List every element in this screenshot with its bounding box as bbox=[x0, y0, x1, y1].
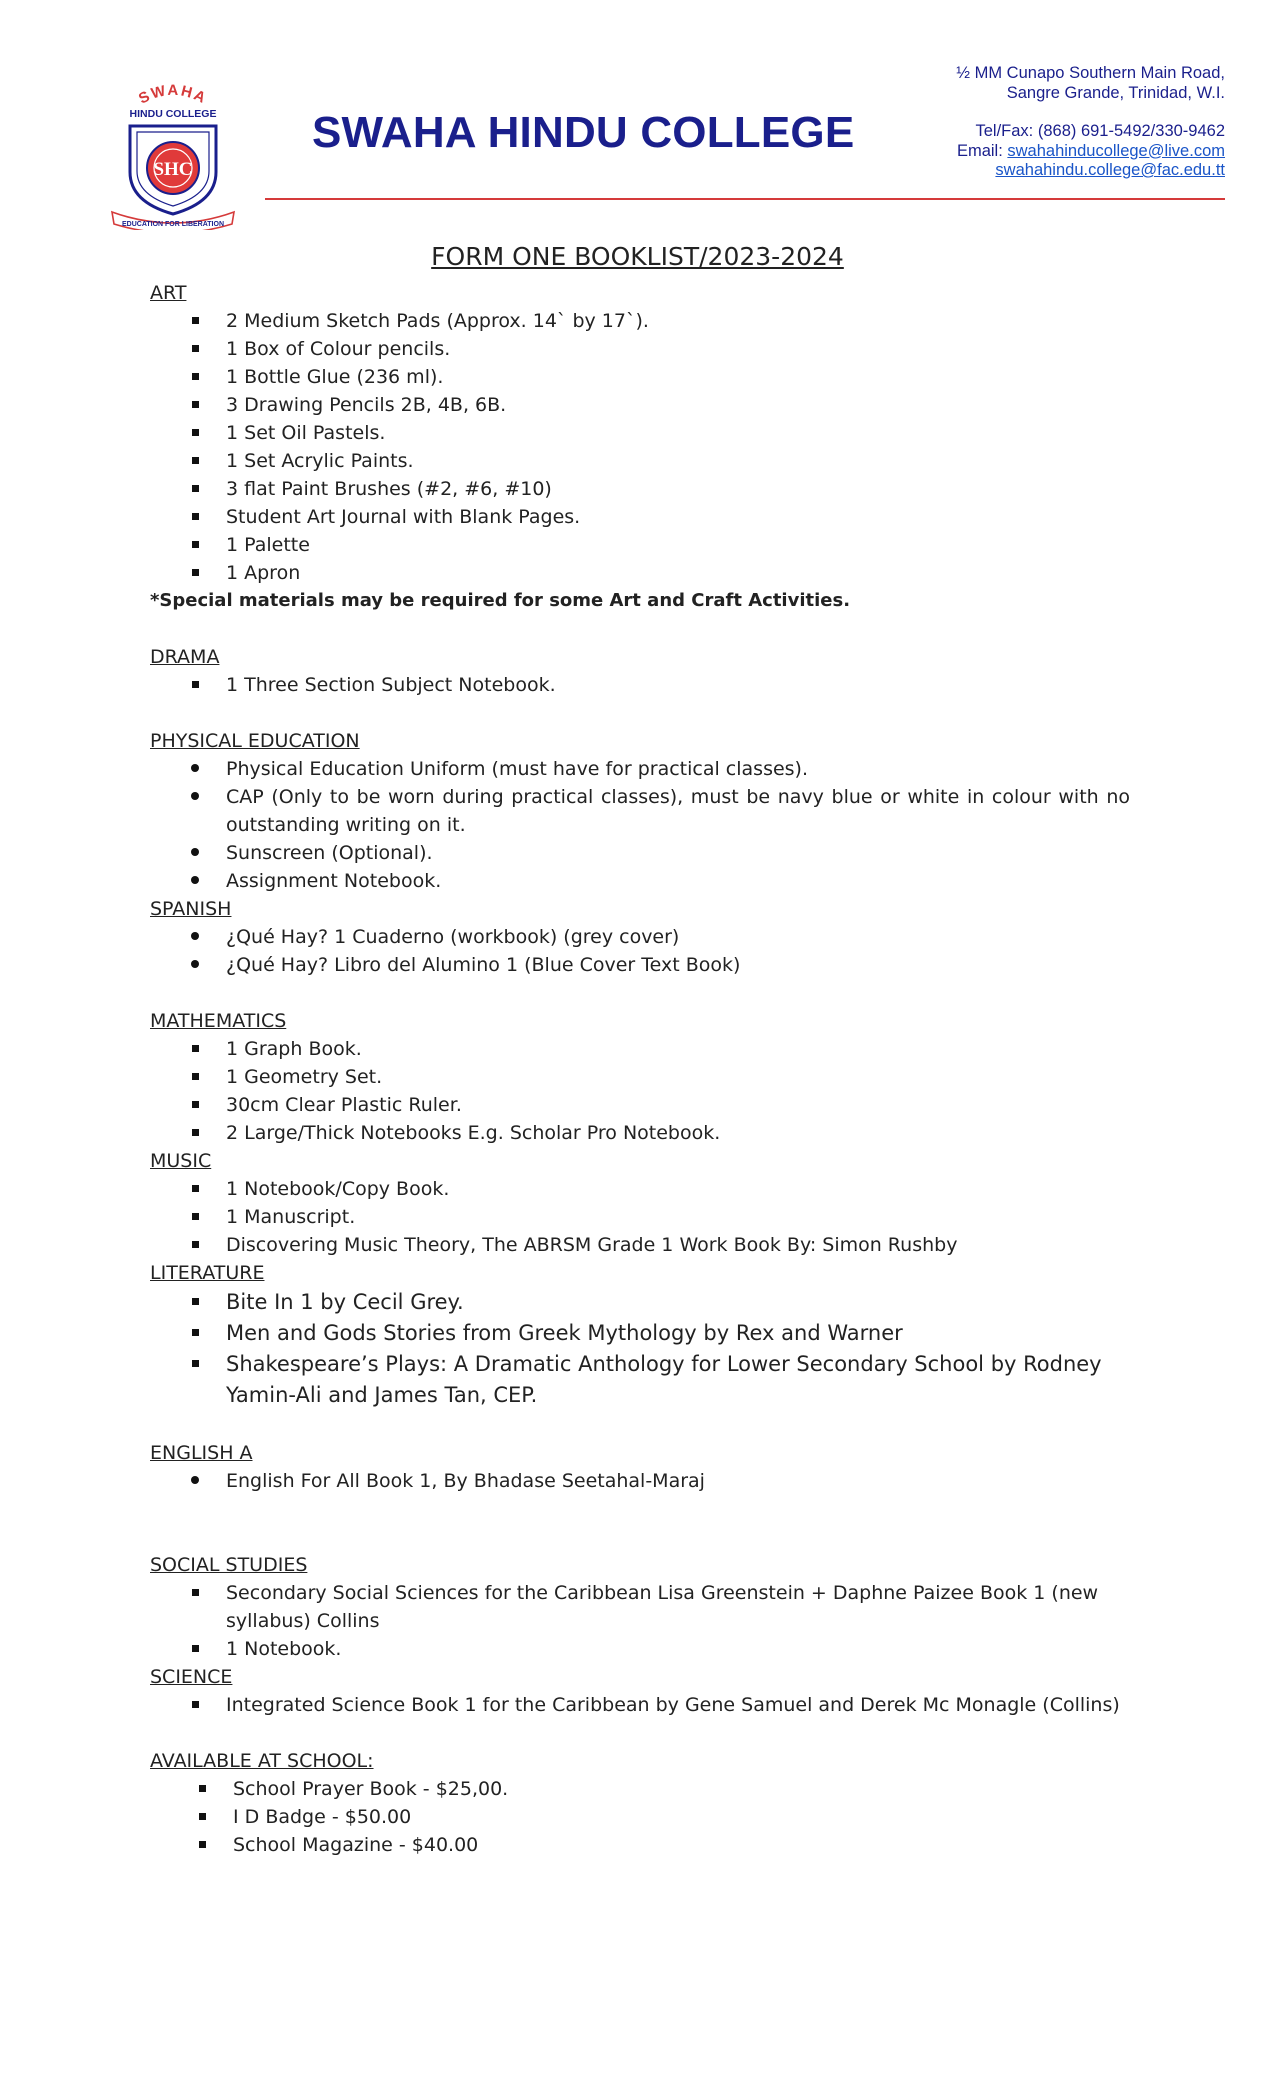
section-heading-mathematics: MATHEMATICS bbox=[150, 1010, 287, 1032]
square-bullet-icon bbox=[188, 1349, 202, 1380]
square-bullet-icon bbox=[188, 307, 202, 335]
section-heading-science: SCIENCE bbox=[150, 1666, 233, 1688]
square-bullet-icon bbox=[188, 1579, 202, 1607]
square-bullet-icon bbox=[188, 1691, 202, 1719]
list-item: 1 Notebook. bbox=[150, 1635, 1130, 1663]
square-bullet-icon bbox=[188, 447, 202, 475]
telfax: Tel/Fax: (868) 691-5492/330-9462 bbox=[975, 122, 1225, 140]
square-bullet-icon bbox=[188, 363, 202, 391]
square-bullet-icon bbox=[195, 1831, 209, 1859]
section-heading-spanish: SPANISH bbox=[150, 898, 232, 920]
list-item: Shakespeare’s Plays: A Dramatic Anthology for Lower Secondary School by Rodney Yamin-Ali and James Tan, CEP. bbox=[150, 1349, 1130, 1411]
art-note: *Special materials may be required for some Art and Craft Activities. bbox=[150, 590, 851, 611]
section-heading-literature: LITERATURE bbox=[150, 1262, 265, 1284]
email-label: Email: bbox=[956, 141, 1008, 160]
crest-sub-text: HINDU COLLEGE bbox=[129, 108, 217, 120]
round-bullet-icon bbox=[188, 1467, 202, 1495]
list-item: 1 Notebook/Copy Book. bbox=[150, 1175, 1130, 1203]
school-name: SWAHA HINDU COLLEGE bbox=[312, 108, 855, 157]
crest-monogram: SHC bbox=[153, 159, 193, 180]
square-bullet-icon bbox=[188, 419, 202, 447]
list-item: 1 Palette bbox=[150, 531, 1130, 559]
booklist-title: FORM ONE BOOKLIST/2023-2024 bbox=[431, 242, 844, 271]
address-line-2: Sangre Grande, Trinidad, W.I. bbox=[1006, 83, 1225, 102]
list-item: CAP (Only to be worn during practical classes), must be navy blue or white in colour with no outstanding writing on it. bbox=[150, 783, 1130, 839]
list-item: Men and Gods Stories from Greek Mythology by Rex and Warner bbox=[150, 1318, 1130, 1349]
list-item: Secondary Social Sciences for the Caribbean Lisa Greenstein + Daphne Paizee Book 1 (new syllabus) Collins bbox=[150, 1579, 1130, 1635]
list-item: 1 Apron bbox=[150, 559, 1130, 587]
round-bullet-icon bbox=[188, 839, 202, 867]
square-bullet-icon bbox=[195, 1803, 209, 1831]
list-item: Sunscreen (Optional). bbox=[150, 839, 1130, 867]
contact-block bbox=[956, 64, 1225, 181]
crest-arc-text: SWAHA bbox=[135, 84, 210, 108]
list-item: 1 Set Acrylic Paints. bbox=[150, 447, 1130, 475]
square-bullet-icon bbox=[188, 531, 202, 559]
list-item: Physical Education Uniform (must have for practical classes). bbox=[150, 755, 1130, 783]
list-item: 1 Bottle Glue (236 ml). bbox=[150, 363, 1130, 391]
list-item: 30cm Clear Plastic Ruler. bbox=[150, 1091, 1130, 1119]
list-item: ¿Qué Hay? Libro del Alumino 1 (Blue Cover Text Book) bbox=[150, 951, 1130, 979]
list-item: Bite In 1 by Cecil Grey. bbox=[150, 1287, 1130, 1318]
square-bullet-icon bbox=[188, 1063, 202, 1091]
list-item: 1 Set Oil Pastels. bbox=[150, 419, 1130, 447]
list-item: ¿Qué Hay? 1 Cuaderno (workbook) (grey cover) bbox=[150, 923, 1130, 951]
square-bullet-icon bbox=[188, 559, 202, 587]
section-heading-available-at-school: AVAILABLE AT SCHOOL: bbox=[150, 1750, 374, 1772]
list-item: 1 Manuscript. bbox=[150, 1203, 1130, 1231]
square-bullet-icon bbox=[188, 335, 202, 363]
square-bullet-icon bbox=[188, 1203, 202, 1231]
list-item: School Magazine - $40.00 bbox=[150, 1831, 1130, 1859]
crest-motto: EDUCATION FOR LIBERATION bbox=[121, 221, 225, 228]
square-bullet-icon bbox=[188, 475, 202, 503]
round-bullet-icon bbox=[188, 867, 202, 895]
list-item: 3 Drawing Pencils 2B, 4B, 6B. bbox=[150, 391, 1130, 419]
booklist-content bbox=[150, 279, 1130, 1859]
round-bullet-icon bbox=[188, 783, 202, 811]
round-bullet-icon bbox=[188, 755, 202, 783]
list-item: 1 Geometry Set. bbox=[150, 1063, 1130, 1091]
list-item: Integrated Science Book 1 for the Caribbean by Gene Samuel and Derek Mc Monagle (Collins) bbox=[150, 1691, 1130, 1719]
square-bullet-icon bbox=[188, 671, 202, 699]
section-heading-english-a: ENGLISH A bbox=[150, 1442, 253, 1464]
round-bullet-icon bbox=[188, 951, 202, 979]
list-item: I D Badge - $50.00 bbox=[150, 1803, 1130, 1831]
list-item: Student Art Journal with Blank Pages. bbox=[150, 503, 1130, 531]
address-line-1: ½ MM Cunapo Southern Main Road, bbox=[956, 64, 1225, 82]
section-heading-physical-education: PHYSICAL EDUCATION bbox=[150, 730, 360, 752]
square-bullet-icon bbox=[188, 503, 202, 531]
square-bullet-icon bbox=[188, 1175, 202, 1203]
list-item: Assignment Notebook. bbox=[150, 867, 1130, 895]
section-heading-music: MUSIC bbox=[150, 1150, 212, 1172]
header-rule bbox=[265, 198, 1225, 200]
square-bullet-icon bbox=[188, 1035, 202, 1063]
list-item: 1 Three Section Subject Notebook. bbox=[150, 671, 1130, 699]
list-item: English For All Book 1, By Bhadase Seetahal-Maraj bbox=[150, 1467, 1130, 1495]
square-bullet-icon bbox=[188, 391, 202, 419]
square-bullet-icon bbox=[188, 1091, 202, 1119]
list-item: School Prayer Book - $25,00. bbox=[150, 1775, 1130, 1803]
email-link-2[interactable]: swahahindu.college@fac.edu.tt bbox=[995, 161, 1225, 179]
square-bullet-icon bbox=[195, 1775, 209, 1803]
list-item: 1 Box of Colour pencils. bbox=[150, 335, 1130, 363]
list-item: Discovering Music Theory, The ABRSM Grade 1 Work Book By: Simon Rushby bbox=[150, 1231, 1130, 1259]
square-bullet-icon bbox=[188, 1318, 202, 1349]
email-link-1[interactable]: swahahinducollege@live.com bbox=[1007, 141, 1225, 160]
section-heading-social-studies: SOCIAL STUDIES bbox=[150, 1554, 308, 1576]
list-item: 2 Medium Sketch Pads (Approx. 14` by 17`). bbox=[150, 307, 1130, 335]
square-bullet-icon bbox=[188, 1635, 202, 1663]
section-heading-drama: DRAMA bbox=[150, 646, 220, 668]
section-heading-art: ART bbox=[150, 282, 187, 304]
square-bullet-icon bbox=[188, 1231, 202, 1259]
list-item: 1 Graph Book. bbox=[150, 1035, 1130, 1063]
square-bullet-icon bbox=[188, 1119, 202, 1147]
list-item: 3 flat Paint Brushes (#2, #6, #10) bbox=[150, 475, 1130, 503]
round-bullet-icon bbox=[188, 923, 202, 951]
list-item: 2 Large/Thick Notebooks E.g. Scholar Pro Notebook. bbox=[150, 1119, 1130, 1147]
school-crest-logo bbox=[108, 84, 238, 230]
square-bullet-icon bbox=[188, 1287, 202, 1318]
